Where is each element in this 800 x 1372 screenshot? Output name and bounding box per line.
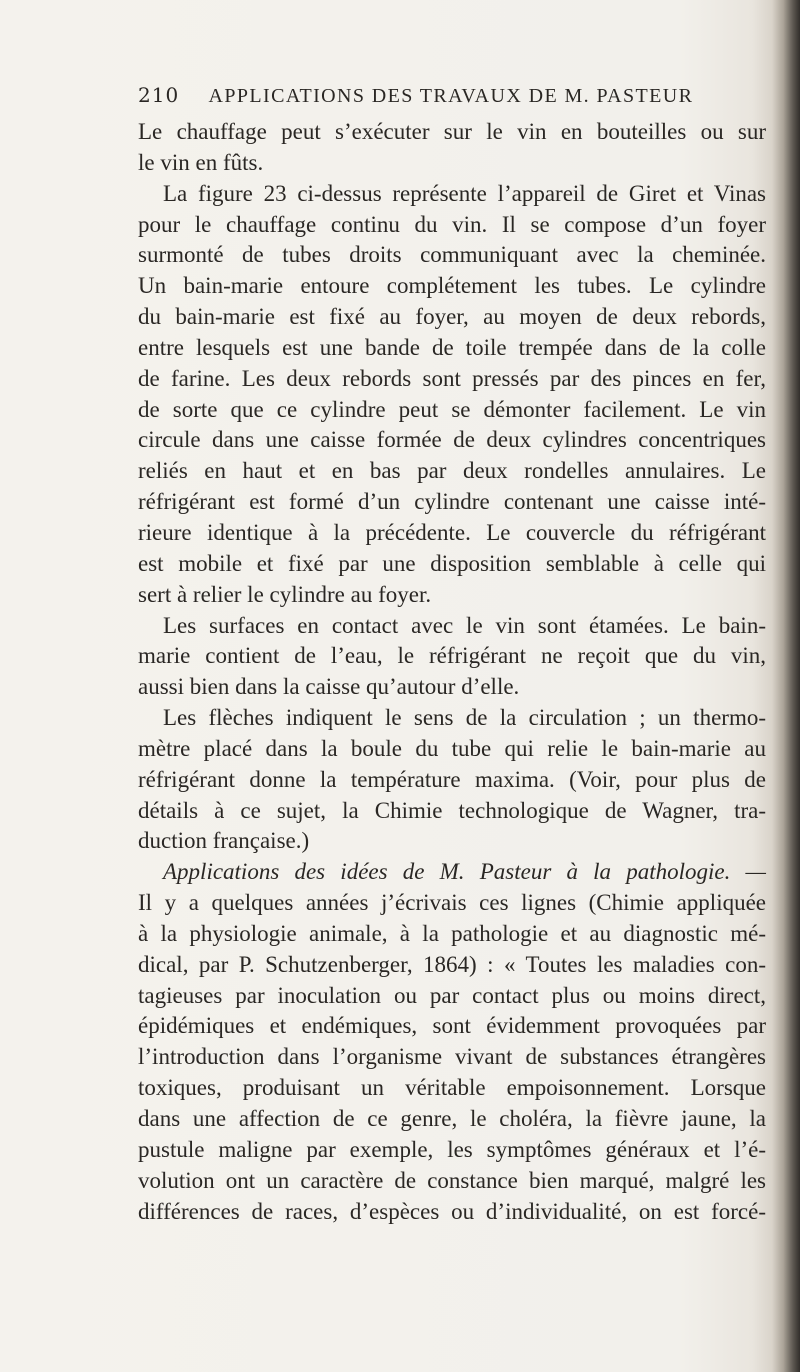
text-line: différences de races, d’espèces ou d’individualité, on est forcé- (138, 1198, 766, 1224)
text-line: est mobile et fixé par une disposition semblable à celle qui (138, 550, 766, 576)
text-line: rieure identique à la précédente. Le couvercle du réfrigérant (138, 519, 766, 545)
page-edge-shadow (772, 0, 800, 1372)
text-line: de sorte que ce cylindre peut se démonter facilement. Le vin (138, 396, 766, 422)
text-line: duction française.) (138, 828, 310, 854)
running-title: APPLICATIONS DES TRAVAUX DE M. PASTEUR (208, 85, 694, 107)
text-line: reliés en haut et en bas par deux rondelles annulaires. Le (138, 458, 766, 484)
text-line: tagieuses par inoculation ou par contact plus ou moins direct, (138, 982, 766, 1008)
page-number: 210 (138, 83, 180, 107)
text-line: épidémiques et endémiques, sont évidemment provoquées par (138, 1013, 766, 1039)
text-line: du bain-marie est fixé au foyer, au moyen de deux rebords, (138, 304, 766, 330)
text-line: volution ont un caractère de constance bien marqué, malgré les (138, 1167, 766, 1193)
section-heading-line: Applications des idées de M. Pasteur à la pathologie. — (163, 859, 766, 885)
text-line: le vin en fûts. (138, 149, 264, 175)
text-line: à la physiologie animale, à la pathologie et au diagnostic mé- (138, 920, 766, 946)
text-line: La figure 23 ci-dessus représente l’appareil de Giret et Vinas (163, 180, 766, 206)
text-line: dical, par P. Schutzenberger, 1864) : « Toutes les maladies con- (138, 951, 766, 977)
text-line: surmonté de tubes droits communiquant avec la cheminée. (138, 242, 766, 268)
text-line: pustule maligne par exemple, les symptômes généraux et l’é- (138, 1136, 766, 1162)
text-line: circule dans une caisse formée de deux cylindres concentriques (138, 427, 766, 453)
text-line: Les flèches indiquent le sens de la circulation ; un thermo- (163, 705, 766, 731)
text-line: toxiques, produisant un véritable empoisonnement. Lorsque (138, 1075, 766, 1101)
text-line: dans une affection de ce genre, le choléra, la fièvre jaune, la (138, 1106, 766, 1131)
text-line: Les surfaces en contact avec le vin sont étamées. Le bain- (163, 612, 766, 638)
text-line: mètre placé dans la boule du tube qui relie le bain-marie au (138, 735, 766, 761)
text-line: Le chauffage peut s’exécuter sur le vin en bouteilles ou sur (138, 119, 766, 144)
text-line: pour le chauffage continu du vin. Il se compose d’un foyer (138, 211, 766, 237)
text-line: réfrigérant est formé d’un cylindre contenant une caisse inté- (138, 489, 766, 515)
text-line: sert à relier le cylindre au foyer. (138, 581, 432, 607)
text-line: aussi bien dans la caisse qu’autour d’elle. (138, 674, 520, 700)
text-line: de farine. Les deux rebords sont pressés par des pinces en fer, (138, 365, 766, 391)
text-line: entre lesquels est une bande de toile trempée dans de la colle (138, 334, 766, 360)
text-line: détails à ce sujet, la Chimie technologique de Wagner, tra- (138, 797, 766, 823)
text-line: Un bain-marie entoure complétement les tubes. Le cylindre (138, 273, 766, 299)
body-text (138, 117, 766, 1227)
running-header (138, 83, 778, 108)
text-line: marie contient de l’eau, le réfrigérant ne reçoit que du vin, (138, 643, 766, 669)
text-line: l’introduction dans l’organisme vivant de substances étrangères (138, 1044, 766, 1070)
text-line: Il y a quelques années j’écrivais ces lignes (Chimie appliquée (138, 890, 766, 916)
text-line: réfrigérant donne la température maxima. (Voir, pour plus de (138, 766, 766, 792)
